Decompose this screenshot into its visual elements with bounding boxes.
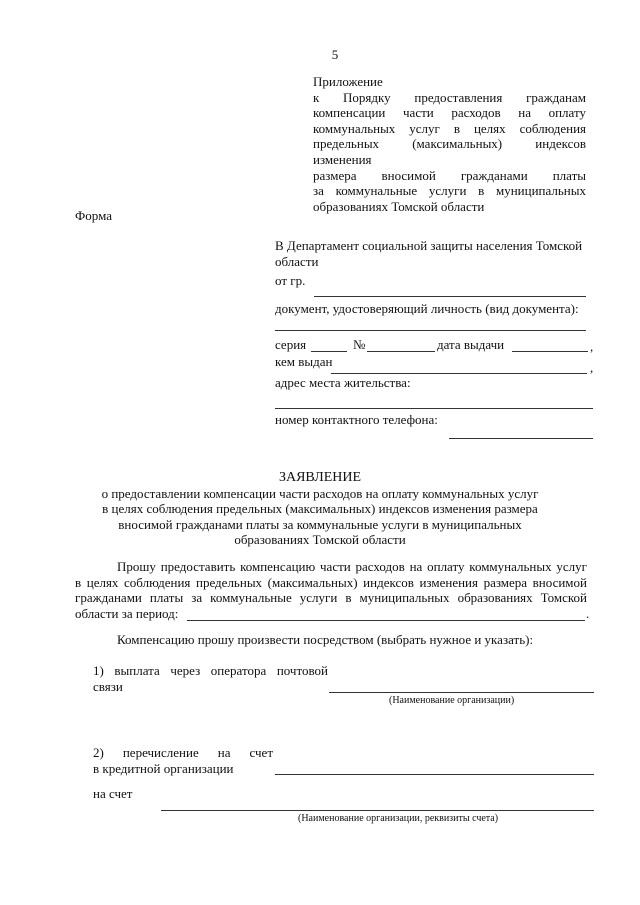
option-bank: [93, 745, 273, 777]
paragraph-line: гражданами платы за коммунальные услуги в муниципальных образованиях Томской: [75, 590, 587, 605]
paragraph-line: в целях соблюдения предельных (максимальных) индексов изменения размера вносимой: [75, 574, 587, 590]
appendix-line: коммунальных услуг в целях соблюдения: [313, 120, 586, 136]
period-end: .: [586, 605, 590, 621]
account-underline: [161, 810, 594, 811]
option-line: в кредитной организации: [93, 761, 234, 776]
heading-title: ЗАЯВЛЕНИЕ: [278, 470, 362, 485]
address-label: адрес места жительства:: [275, 375, 411, 390]
bank-underline: [275, 774, 594, 775]
account-caption: (Наименование организации, реквизиты счета): [298, 813, 499, 824]
issued-by-label: кем выдан: [275, 354, 333, 369]
appendix-line: предельных (максимальных) индексов изменения: [313, 136, 586, 167]
issued-by-underline: [331, 373, 587, 374]
heading-line: образованиях Томской области: [234, 532, 406, 547]
heading-line: в целях соблюдения предельных (максимальных) индексов изменения размера: [102, 501, 538, 516]
comma: ,: [590, 360, 594, 375]
series-underline: [311, 351, 347, 352]
postal-org-caption: (Наименование организации): [389, 695, 515, 706]
appendix-line: компенсации части расходов на оплату: [313, 105, 586, 121]
form-label: Форма: [75, 208, 112, 223]
option-line: связи: [93, 679, 123, 694]
option-postal: [93, 663, 328, 695]
number-label: №: [353, 337, 366, 352]
from-label: от гр.: [275, 273, 306, 288]
issue-date-label: дата выдачи: [437, 337, 505, 352]
document-underline: [275, 330, 586, 331]
method-paragraph: Компенсацию прошу произвести посредством (выбрать нужное и указать):: [117, 632, 534, 647]
appendix-line: к Порядку предоставления гражданам: [313, 89, 586, 105]
phone-label: номер контактного телефона:: [275, 412, 438, 427]
from-underline: [314, 296, 586, 297]
series-label: серия: [275, 337, 307, 352]
period-label: области за период:: [75, 605, 179, 621]
request-paragraph: [75, 559, 590, 621]
account-label: на счет: [93, 786, 133, 801]
option-line: 2) перечисление на счет: [93, 745, 273, 760]
appendix-block: [313, 74, 586, 214]
issue-date-underline: [512, 351, 588, 352]
heading-line: вносимой гражданами платы за коммунальные услуги в муниципальных: [118, 516, 522, 532]
number-underline: [367, 351, 435, 352]
document-label: документ, удостоверяющий личность (вид документа):: [275, 301, 579, 316]
period-line: [75, 605, 590, 622]
period-underline: [187, 620, 585, 621]
appendix-line: размера вносимой гражданами платы: [313, 167, 586, 183]
postal-org-underline: [329, 692, 594, 693]
appendix-title: Приложение: [313, 74, 383, 89]
appendix-line: за коммунальные услуги в муниципальных: [313, 183, 586, 199]
paragraph-line: Прошу предоставить компенсацию части расходов на оплату коммунальных услуг: [117, 559, 587, 574]
addressee-line1: В Департамент социальной защиты населения Томской: [275, 238, 583, 253]
address-underline: [275, 408, 593, 409]
phone-underline: [449, 438, 593, 439]
comma: ,: [590, 339, 594, 354]
heading-line: о предоставлении компенсации части расходов на оплату коммунальных услуг: [101, 485, 539, 501]
appendix-line: образованиях Томской области: [313, 198, 485, 214]
addressee-line2: области: [275, 254, 319, 269]
statement-heading: [0, 470, 640, 548]
page-number: 5: [331, 47, 339, 62]
option-line: 1) выплата через оператора почтовой: [93, 663, 328, 678]
